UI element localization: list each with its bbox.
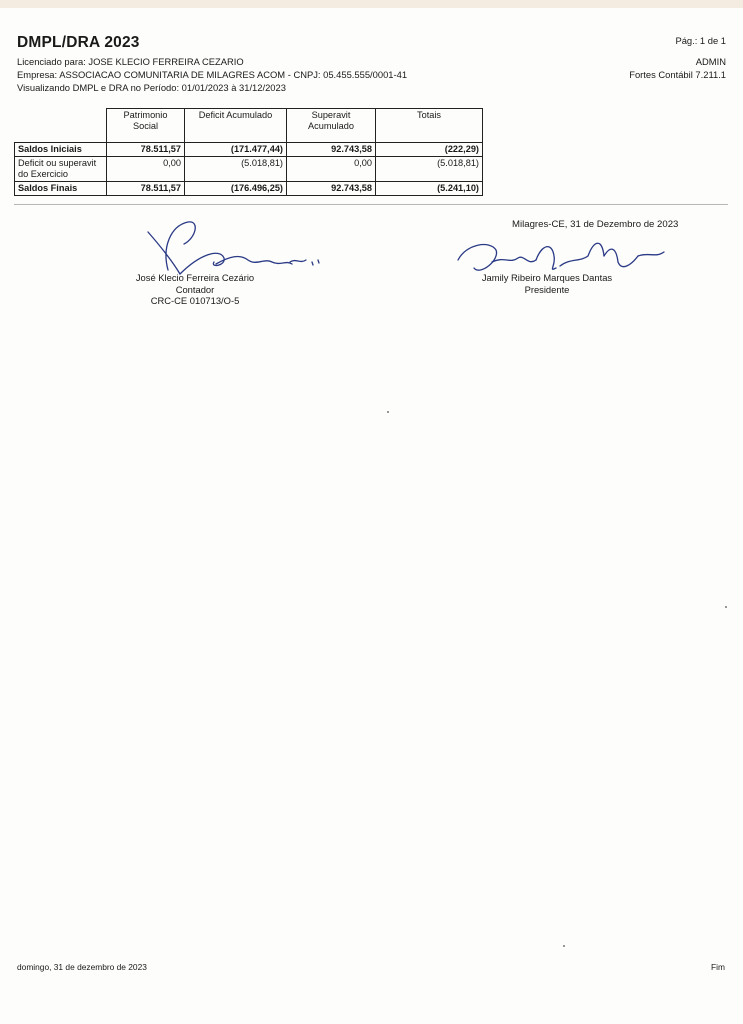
- licensed-to-line: Licenciado para: JOSE KLECIO FERREIRA CEZARIO: [17, 56, 244, 67]
- software-version: Fortes Contábil 7.211.1: [629, 69, 726, 80]
- accountant-crc: CRC-CE 010713/O-5: [150, 295, 240, 306]
- table-cell: (176.496,25): [185, 182, 287, 196]
- table-cell: 78.511,57: [107, 182, 185, 196]
- dmpl-table: [14, 108, 483, 196]
- column-header: Patrimonio Social: [107, 109, 185, 143]
- place-and-date: Milagres-CE, 31 de Dezembro de 2023: [512, 219, 679, 230]
- page-number: Pág.: 1 de 1: [675, 35, 726, 46]
- row-label: Saldos Finais: [15, 182, 107, 196]
- scan-speck: [563, 945, 565, 947]
- table-cell: 92.743,58: [287, 143, 376, 157]
- footer-end: Fim: [711, 962, 725, 972]
- row-label: Saldos Iniciais: [15, 143, 107, 157]
- column-header: Superavit Acumulado: [287, 109, 376, 143]
- accountant-name: José Klecio Ferreira Cezário: [135, 272, 255, 283]
- table-cell: (171.477,44): [185, 143, 287, 157]
- president-name: Jamily Ribeiro Marques Dantas: [481, 272, 613, 283]
- table-cell: 0,00: [107, 157, 185, 182]
- section-divider: [14, 204, 728, 205]
- period-line: Visualizando DMPL e DRA no Período: 01/01/2023 à 31/12/2023: [17, 82, 286, 93]
- table-row: [15, 182, 483, 196]
- table-header-row: [15, 109, 483, 143]
- table-row: [15, 143, 483, 157]
- column-header: Totais: [376, 109, 483, 143]
- footer-date: domingo, 31 de dezembro de 2023: [17, 962, 147, 972]
- table-cell: (5.018,81): [376, 157, 483, 182]
- accountant-role: Contador: [175, 283, 215, 295]
- company-line: Empresa: ASSOCIACAO COMUNITARIA DE MILAGRES ACOM - CNPJ: 05.455.555/0001-41: [17, 69, 408, 80]
- scan-speck: [387, 411, 389, 413]
- paper-top-band: [0, 0, 743, 8]
- table-corner-cell: [15, 109, 107, 143]
- table-cell: (222,29): [376, 143, 483, 157]
- table-row: [15, 157, 483, 182]
- table-cell: 0,00: [287, 157, 376, 182]
- report-title: DMPL/DRA 2023: [17, 34, 140, 51]
- table-cell: (5.241,10): [376, 182, 483, 196]
- president-role: Presidente: [524, 283, 570, 295]
- table-cell: 92.743,58: [287, 182, 376, 196]
- row-label: Deficit ou superavit do Exercicio: [15, 157, 107, 182]
- column-header: Deficit Acumulado: [185, 109, 287, 143]
- president-signature-block: [462, 272, 632, 295]
- user-label: ADMIN: [695, 56, 726, 67]
- table-cell: 78.511,57: [107, 143, 185, 157]
- accountant-signature-block: [110, 272, 280, 307]
- scan-speck: [725, 606, 727, 608]
- table-cell: (5.018,81): [185, 157, 287, 182]
